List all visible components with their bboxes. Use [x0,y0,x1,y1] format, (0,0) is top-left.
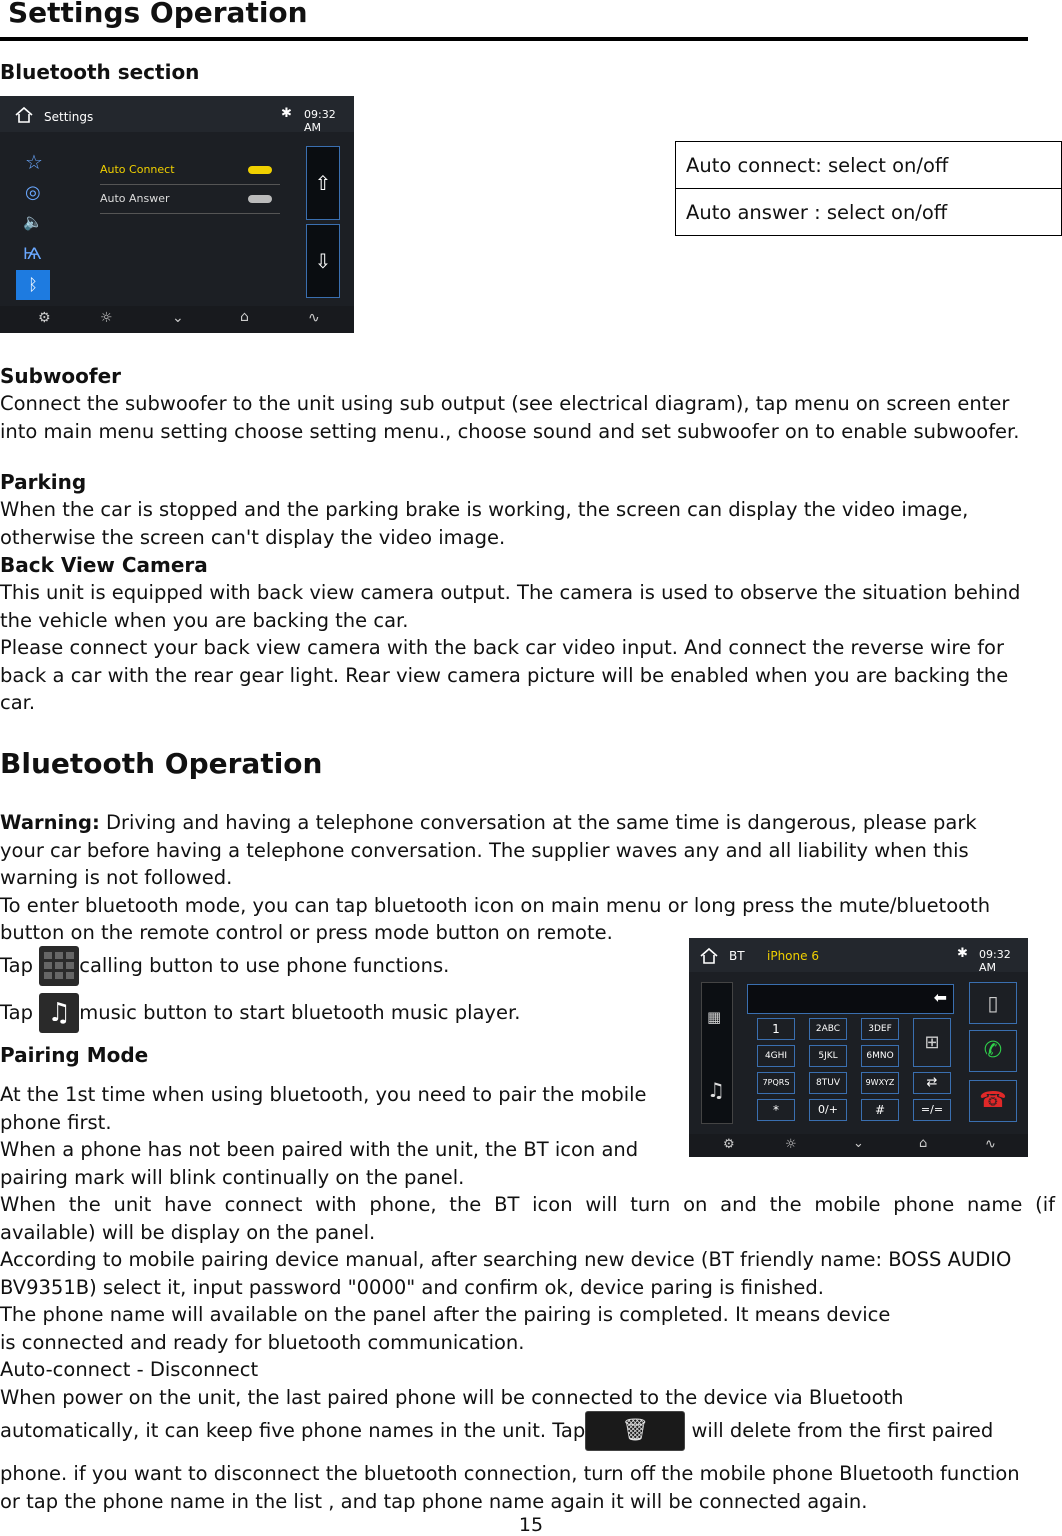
text-line: back a car with the rear gear light. Rear view camera picture will be enabled when you are backing the [0,663,1009,687]
call-icon: ✆ [969,1030,1017,1072]
phone-device-icon: ▯ [969,982,1017,1024]
auto-answer-label: Auto Answer [100,192,170,205]
phone-keypad [747,1018,957,1128]
keypad-key: 7PQRS [757,1072,795,1094]
pairing-text [0,1081,680,1191]
speaker-icon: 🔈 [23,212,43,231]
music-button-icon: ♫ [39,993,79,1033]
text-line [0,809,1062,837]
tap-music-text: music button to start bluetooth music player. [79,1001,521,1024]
screen-time: 09:32 AM [979,948,1011,974]
chevron-down-icon: ⌄ [853,1136,864,1151]
screen-mode: BT [729,949,745,963]
calling-button-icon [39,946,79,986]
text-line: When power on the unit, the last paired phone will be connected to the device via Bluetooth [0,1385,904,1409]
keypad-icon: ▦ [707,1008,722,1026]
text-line: When the car is stopped and the parking brake is working, the screen can display the video image, [0,498,969,521]
keypad-key: 9WXYZ [861,1072,899,1094]
text-line: warning is not followed. [0,866,233,889]
subwoofer-heading: Subwoofer [0,364,122,388]
keypad-key: 3DEF [861,1018,899,1040]
text-line: phone first. [0,1110,112,1134]
tap-word: Tap [0,1001,40,1024]
settings-screenshot [0,96,354,333]
screen-bottombar [0,306,354,333]
table-row [676,189,1062,236]
bluetooth-operation-heading: Bluetooth Operation [0,747,323,780]
gear-icon: ⚙ [38,310,51,326]
bluetooth-status-icon: ✱ [957,946,968,961]
delete-line [0,1411,993,1451]
parking-text [0,496,1062,551]
contacts-icon: ⊞ [913,1018,951,1067]
text-line: When a phone has not been paired with the unit, the BT icon and [0,1138,639,1161]
bt-phone-screenshot [689,938,1028,1157]
text-line: is connected and ready for bluetooth communication. [0,1330,525,1354]
home-icon: ⌂ [919,1136,928,1151]
text-line: Connect the subwoofer to the unit using sub output (see electrical diagram), tap menu on screen enter [0,392,1010,415]
keypad-key: 8TUV [809,1072,847,1094]
keypad-key: =/= [913,1099,951,1121]
pairing-mode-heading: Pairing Mode [0,1043,149,1067]
row-divider [100,184,280,185]
subwoofer-text [0,390,1062,445]
text-line: phone. if you want to disconnect the bluetooth connection, turn off the mobile phone Bluetooth function [0,1462,1020,1485]
waveform-icon: ∿ [985,1137,996,1152]
text-line: car. [0,691,36,714]
text-line: To enter bluetooth mode, you can tap bluetooth icon on main menu or long press the mute/bluetooth [0,893,991,917]
text-line: into main menu setting choose setting menu., choose sound and set subwoofer on to enable subwoofer. [0,419,1020,443]
disconnect-text [0,1460,1062,1515]
tap-music-line [0,993,520,1033]
bluetooth-options-table [675,141,1062,236]
auto-answer-toggle [248,195,272,203]
delete-text-pre: automatically, it can keep five phone names in the unit. Tap [0,1419,586,1442]
text-line: According to mobile pairing device manual, after searching new device (BT friendly name: BOSS AUDIO [0,1248,1012,1271]
home-icon: ⌂ [240,309,249,325]
keypad-key: 5JKL [809,1045,847,1067]
tap-word: Tap [0,954,40,977]
scroll-down-icon: ⇩ [306,224,340,298]
warning-text [0,809,1062,947]
keypad-key: 0/+ [809,1099,847,1121]
tap-calling-text: calling button to use phone functions. [79,954,450,977]
title-rule [0,37,1028,41]
connection-text [0,1191,1062,1411]
text-line: Please connect your back view camera with the back car video input. And connect the reverse wire for [0,636,1005,659]
bluetooth-menu-icon: ᛒ [16,270,50,300]
settings-side-menu [16,140,50,333]
device-name: iPhone 6 [767,949,819,963]
number-display [747,984,954,1014]
row-divider [100,213,280,214]
page-number: 15 [518,1514,544,1536]
screen-time: 09:32 AM [304,108,336,134]
star-icon: ☆ [25,150,43,174]
delete-text-post: will delete from the first paired [685,1419,994,1442]
auto-connect-label: Auto Connect [100,163,175,176]
target-icon: ◎ [25,182,41,203]
table-cell: Auto answer : select on/off [676,189,1062,236]
text-line: At the 1st time when using bluetooth, you need to pair the mobile [0,1083,647,1106]
brightness-icon: ☼ [785,1137,797,1152]
screen-bottombar [689,1134,1028,1157]
chevron-down-icon: ⌄ [172,310,184,326]
bluetooth-status-icon: ✱ [281,106,292,121]
mode-icon: Ѩ [23,244,42,263]
text-line: or tap the phone name in the list , and tap phone name again it will be connected again. [0,1489,868,1513]
auto-connect-toggle [248,166,272,174]
text-line: This unit is equipped with back view camera output. The camera is used to observe the situation behind [0,581,1021,604]
table-row [676,142,1062,189]
text-line: pairing mark will blink continually on the panel. [0,1165,465,1189]
page-title: Settings Operation [8,0,308,29]
screen-topbar [689,938,1028,972]
table-cell: Auto connect: select on/off [676,142,1062,189]
text-line: When the unit have connect with phone, the BT icon will turn on and the mobile phone name (if [0,1193,1055,1216]
phone-side-panel [701,982,733,1124]
text-line: available) will be display on the panel. [0,1220,376,1244]
gear-icon: ⚙ [723,1137,735,1152]
text-line: button on the remote control or press mode button on remote. [0,921,613,944]
swap-icon: ⇄ [913,1072,951,1094]
home-icon [699,947,719,965]
parking-heading: Parking [0,470,87,494]
music-icon: ♫ [707,1078,725,1102]
keypad-key: * [757,1099,795,1121]
keypad-key: 4GHI [757,1045,795,1067]
back-view-heading: Back View Camera [0,553,208,577]
keypad-key: # [861,1099,899,1121]
tap-calling-line [0,946,449,986]
text-line: otherwise the screen can't display the video image. [0,525,506,549]
hangup-icon: ☎ [969,1080,1017,1122]
scroll-up-icon: ⇧ [306,146,340,220]
brightness-icon: ☼ [100,310,113,326]
bluetooth-section-heading: Bluetooth section [0,60,200,84]
text-line: BV9351B) select it, input password "0000" and confirm ok, device paring is finished. [0,1275,824,1299]
keypad-key: 6MNO [861,1045,899,1067]
warning-line: Driving and having a telephone conversation at the same time is dangerous, please park [99,811,977,834]
text-line: Auto-connect - Disconnect [0,1358,259,1381]
waveform-icon: ∿ [308,310,320,326]
text-line: the vehicle when you are backing the car. [0,608,409,632]
keypad-key: 1 [757,1018,795,1040]
trash-button-icon: 🗑 [585,1411,685,1451]
screen-title: Settings [44,110,94,124]
text-line: The phone name will available on the panel after the pairing is completed. It means device [0,1303,891,1326]
home-icon [14,106,34,124]
back-view-text [0,579,1062,717]
screen-topbar [0,96,354,132]
warning-label: Warning: [0,811,100,834]
backspace-icon: ⬅ [933,988,947,1007]
text-line: your car before having a telephone conversation. The supplier waves any and all liability when this [0,838,969,862]
keypad-key: 2ABC [809,1018,847,1040]
